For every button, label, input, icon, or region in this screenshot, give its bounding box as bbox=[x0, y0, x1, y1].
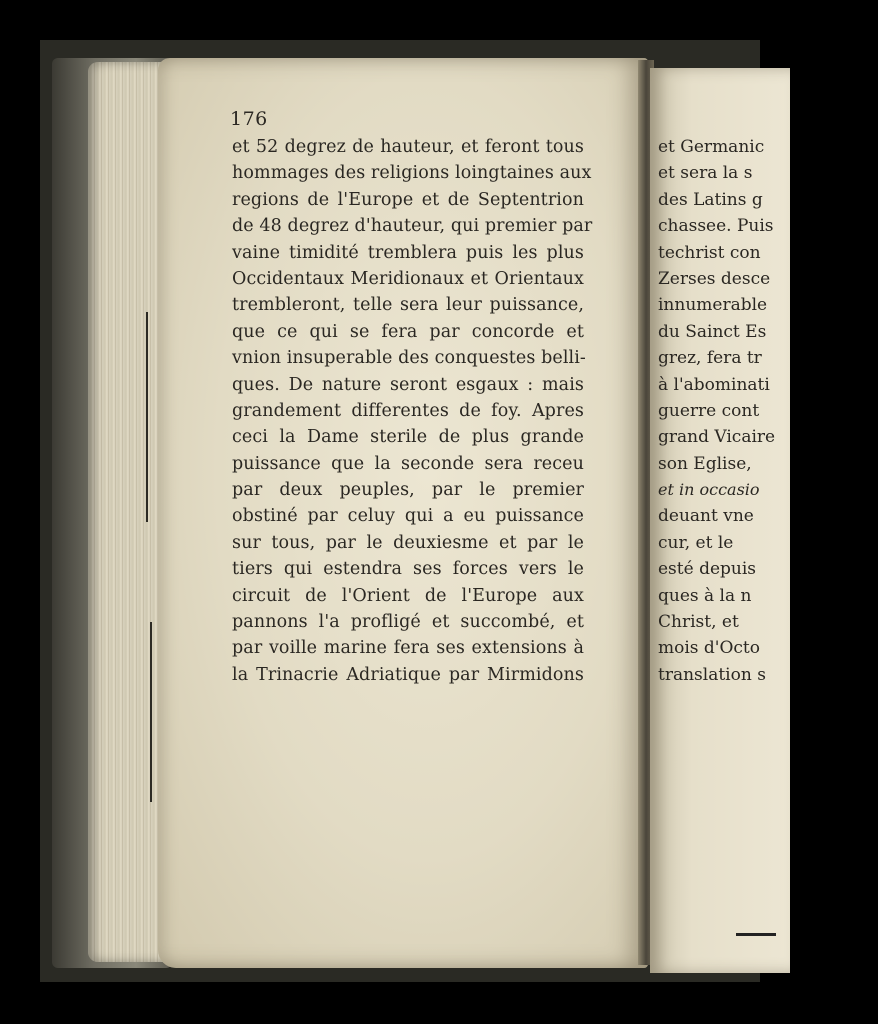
text-line: Christ, et bbox=[658, 612, 739, 633]
text-line: ques à la n bbox=[658, 585, 752, 606]
text-line: pannons l'a profligé et succombé, et bbox=[232, 612, 584, 633]
text-line: que ce qui se fera par concorde et bbox=[232, 321, 584, 342]
text-line: obstiné par celuy qui a eu puissance bbox=[232, 506, 584, 527]
text-line: Zerses desce bbox=[658, 268, 771, 289]
text-line: deuant vne bbox=[658, 506, 754, 527]
text-line: grez, fera tr bbox=[658, 348, 762, 369]
text-line: translation s bbox=[658, 664, 766, 685]
text-line: hommages des religions loingtaines aux bbox=[232, 163, 592, 184]
text-line: trembleront, telle sera leur puissance, bbox=[232, 295, 584, 316]
text-line: et 52 degrez de hauteur, et feront tous bbox=[232, 137, 584, 157]
text-line: et in occasio bbox=[658, 480, 760, 500]
text-line: et Germanic bbox=[658, 137, 765, 157]
text-line: et sera la s bbox=[658, 163, 753, 184]
text-line: puissance que la seconde sera receu bbox=[232, 453, 584, 474]
text-line: innumerable bbox=[658, 295, 768, 316]
text-line: son Eglise, bbox=[658, 453, 752, 474]
text-line: Occidentaux Meridionaux et Orientaux bbox=[232, 268, 584, 289]
text-line: vnion insuperable des conquestes belli- bbox=[232, 348, 586, 369]
text-line: par deux peuples, par le premier bbox=[232, 480, 584, 501]
text-line: grandement differentes de foy. Apres bbox=[232, 400, 584, 421]
text-line: techrist con bbox=[658, 242, 761, 263]
text-line: des Latins g bbox=[658, 189, 763, 210]
text-line: vaine timidité tremblera puis les plus bbox=[232, 242, 584, 263]
text-line: esté depuis bbox=[658, 559, 757, 580]
text-line: circuit de l'Orient de l'Europe aux bbox=[232, 585, 584, 606]
text-line: cur, et le bbox=[658, 532, 734, 553]
text-line: la Trinacrie Adriatique par Mirmidons bbox=[232, 664, 584, 685]
text-line: sur tous, par le deuxiesme et par le bbox=[232, 532, 584, 553]
text-line: regions de l'Europe et de Septentrion bbox=[232, 189, 584, 210]
text-line: par voille marine fera ses extensions à bbox=[232, 638, 584, 659]
right-page-text bbox=[658, 134, 878, 688]
text-line: ceci la Dame sterile de plus grande bbox=[232, 427, 584, 448]
text-line: tiers qui estendra ses forces vers le bbox=[232, 559, 584, 580]
page-number: 176 bbox=[230, 108, 268, 130]
text-line: grand Vicaire bbox=[658, 427, 776, 448]
text-line: du Sainct Es bbox=[658, 321, 767, 342]
text-line: chassee. Puis bbox=[658, 216, 774, 237]
text-line: ques. De nature seront esgaux : mais bbox=[232, 374, 584, 395]
left-page-text bbox=[232, 134, 593, 688]
right-page-clip bbox=[650, 40, 776, 982]
text-line: mois d'Octo bbox=[658, 638, 760, 659]
text-line: à l'abominati bbox=[658, 374, 770, 395]
text-line: de 48 degrez d'hauteur, qui premier par bbox=[232, 216, 593, 237]
text-line: guerre cont bbox=[658, 400, 760, 421]
